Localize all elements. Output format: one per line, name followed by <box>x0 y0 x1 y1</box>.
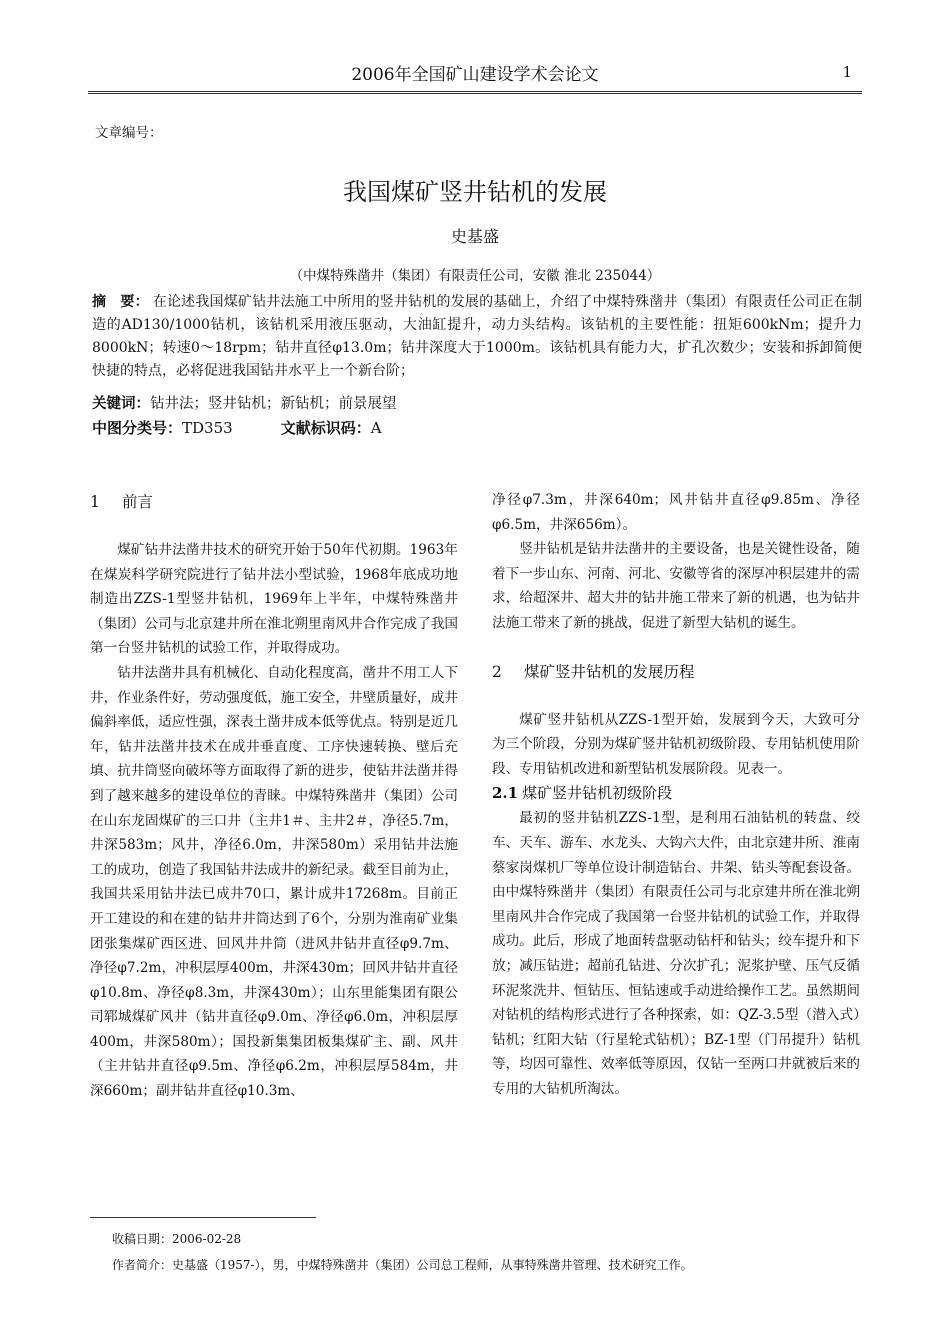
footnote-rule <box>90 1217 316 1218</box>
section-2-1-number: 2.1 <box>492 784 519 803</box>
clc-value: TD353 <box>182 419 233 437</box>
keywords-label: 关键词： <box>92 395 150 412</box>
paper-title: 我国煤矿竖井钻机的发展 <box>343 178 607 206</box>
section-1-paragraph-continued: 净径φ7.3m，井深640m；风井钻井直径φ9.85m、净径φ6.5m，井深656m）。 <box>492 492 860 533</box>
body-column-left <box>90 488 458 1104</box>
running-header-title: 2006年全国矿山建设学术会论文 <box>351 65 599 85</box>
page-number: 1 <box>842 63 852 81</box>
section-1-number: 1 <box>90 493 100 511</box>
section-2-paragraph: 煤矿竖井钻机从ZZS-1型开始，发展到今天，大致可分为三个阶段，分别为煤矿竖井钻机初级阶段、专用钻机使用阶段、专用钻机改进和新型钻机发展阶段。见表一。 <box>492 711 860 777</box>
section-1-title: 前言 <box>122 493 154 511</box>
keywords-text: 钻井法；竖井钻机；新钻机；前景展望 <box>150 396 397 412</box>
header-double-rule <box>88 91 862 94</box>
section-2-title: 煤矿竖井钻机的发展历程 <box>524 662 695 681</box>
section-1-paragraph: 竖井钻机是钻井法凿井的主要设备，也是关键性设备，随着下一步山东、河南、河北、安徽等省的深厚冲积层建井的需求，给超深井、超大井的钻井施工带来了新的机遇，也为钻井法施工带来了新的挑战，促进了新型大钻机的诞生。 <box>492 541 860 631</box>
keywords <box>92 392 397 413</box>
abstract-text: 在论述我国煤矿钻井法施工中所用的竖井钻机的发展的基础上，介绍了中煤特殊凿井（集团）有限责任公司正在制造的AD130/1000钻机，该钻机采用液压驱动，大油缸提升，动力头结构。该钻机的主要性能：扭矩600kNm；提升力8000kN；转速0～18rpm；钻井直径φ13.0m；钻井深度大于1000m。该钻机具有能力大，扩孔次数少；安装和拆卸简便快捷的特点，必将促进我国钻井水平上一个新台阶； <box>92 294 863 379</box>
abstract-label: 摘 要： <box>92 294 149 310</box>
section-2-1-title: 煤矿竖井钻机初级阶段 <box>522 784 673 803</box>
body-column-right <box>492 488 860 1101</box>
classification-line <box>92 417 382 438</box>
doc-code-value: A <box>370 419 382 437</box>
section-2-heading <box>492 658 860 686</box>
section-2-number: 2 <box>492 662 502 681</box>
section-2-1-paragraph: 最初的竖井钻机ZZS-1型，是利用石油钻机的转盘、绞车、天车、游车、水龙头、大钩六大件，由北京建井所、淮南蔡家岗煤机厂等单位设计制造钻台、井架、钻头等配套设备。由中煤特殊凿井（集团）有限责任公司与北京建井所在淮北朔里南风井合作完成了我国第一台竖井钻机的试验工作，并取得成功。此后，形成了地面转盘驱动钻杆和钻头；绞车提升和下放；减压钻进；超前孔钻进、分次扩孔；泥浆护壁、压气反循环泥浆洗井、恒钻压、恒钻速或手动进给操作工艺。虽然期间对钻机的结构形式进行了各种探索，如：QZ-3.5型（潜入式）钻机；红阳大钻（行星轮式钻机）；BZ-1型（门吊提升）钻机等，均因可靠性、效率低等原因，仅钻一至两口井就被后来的专用的大钻机所淘汰。 <box>492 810 860 1097</box>
section-1-heading <box>90 488 458 516</box>
paper-affiliation: （中煤特殊凿井（集团）有限责任公司，安徽 淮北 235044） <box>289 268 661 284</box>
doc-code-label: 文献标识码： <box>280 419 371 437</box>
paper-author: 史基盛 <box>450 227 499 246</box>
footnote-received-date: 收稿日期：2006-02-28 <box>112 1232 242 1246</box>
clc-label: 中图分类号： <box>92 419 183 437</box>
footnote-author-bio: 作者简介：史基盛（1957-），男，中煤特殊凿井（集团）公司总工程师，从事特殊凿井管理、技术研究工作。 <box>112 1258 693 1272</box>
abstract <box>92 291 862 383</box>
section-1-paragraph: 钻井法凿井具有机械化、自动化程度高，凿井不用工人下井，作业条件好，劳动强度低，施工安全，井壁质量好，成井偏斜率低，适应性强，深表土凿井成本低等优点。特别是近几年，钻井法凿井技术在成井垂直度、工序快速转换、壁后充填、抗井筒竖向破坏等方面取得了新的进步，使钻井法凿井得到了越来越多的建设单位的青睐。中煤特殊凿井（集团）公司在山东龙固煤矿的三口井（主井1＃、主井2＃，净径5.7m，井深583m；风井，净径6.0m，井深580m）采用钻井法施工的成功，创造了我国钻井法成井的新纪录。截至目前为止，我国共采用钻井法已成井70口，累计成井17268m。目前正开工建设的和在建的钻井井筒达到了6个，分别为淮南矿业集团张集煤矿西区进、回风井井筒（进风井钻井直径φ9.7m、净径φ7.2m，冲积层厚400m，井深430m；回风井钻井直径φ10.8m、净径φ8.3m，井深430m）；山东里能集团有限公司郓城煤矿风井（钻井直径φ9.0m、净径φ6.0m，冲积层厚400m，井深580m）；国投新集集团板集煤矿主、副、风井（主井钻井直径φ9.5m、净径φ6.2m，冲积层厚584m，井深660m；副井钻井直径φ10.3m、 <box>90 664 458 1100</box>
article-number-label: 文章编号： <box>95 125 163 141</box>
section-1-paragraph: 煤矿钻井法凿井技术的研究开始于50年代初期。1963年在煤炭科学研究院进行了钻井法小型试验，1968年底成功地制造出ZZS-1型竖井钻机，1969年上半年，中煤特殊凿井（集团）公司与北京建井所在淮北朔里南风井合作完成了我国第一台竖井钻机的试验工作，并取得成功。 <box>90 542 458 657</box>
section-2-1-heading <box>492 781 860 806</box>
